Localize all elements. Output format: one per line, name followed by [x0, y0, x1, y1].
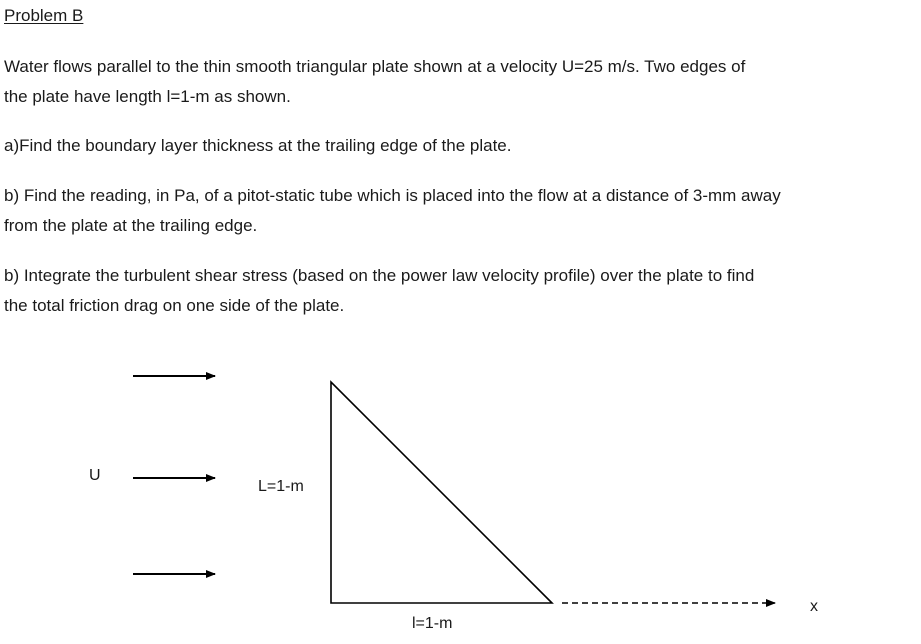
question-b-pitot-line-1: b) Find the reading, in Pa, of a pitot-static tube which is placed into the flow at a distance of 3-mm away — [4, 186, 781, 205]
problem-statement-line-2: the plate have length l=1-m as shown. — [4, 87, 291, 106]
problem-statement-line-1: Water flows parallel to the thin smooth triangular plate shown at a velocity U=25 m/s. Two edges of — [4, 57, 746, 76]
bottom-edge-label: l=1-m — [412, 615, 453, 632]
question-b-drag-line-2: the total friction drag on one side of the plate. — [4, 296, 345, 315]
question-b-pitot-line-2: from the plate at the trailing edge. — [4, 216, 258, 235]
x-axis-label: x — [810, 598, 818, 615]
question-a-line-1: a)Find the boundary layer thickness at the trailing edge of the plate. — [4, 136, 512, 155]
vertical-edge-label: L=1-m — [258, 478, 304, 495]
velocity-label: U — [89, 467, 101, 484]
problem-title: Problem B — [4, 6, 84, 25]
triangular-plate — [331, 382, 552, 603]
question-b-drag-line-1: b) Integrate the turbulent shear stress (based on the power law velocity profile) over the plate to find — [4, 266, 755, 285]
